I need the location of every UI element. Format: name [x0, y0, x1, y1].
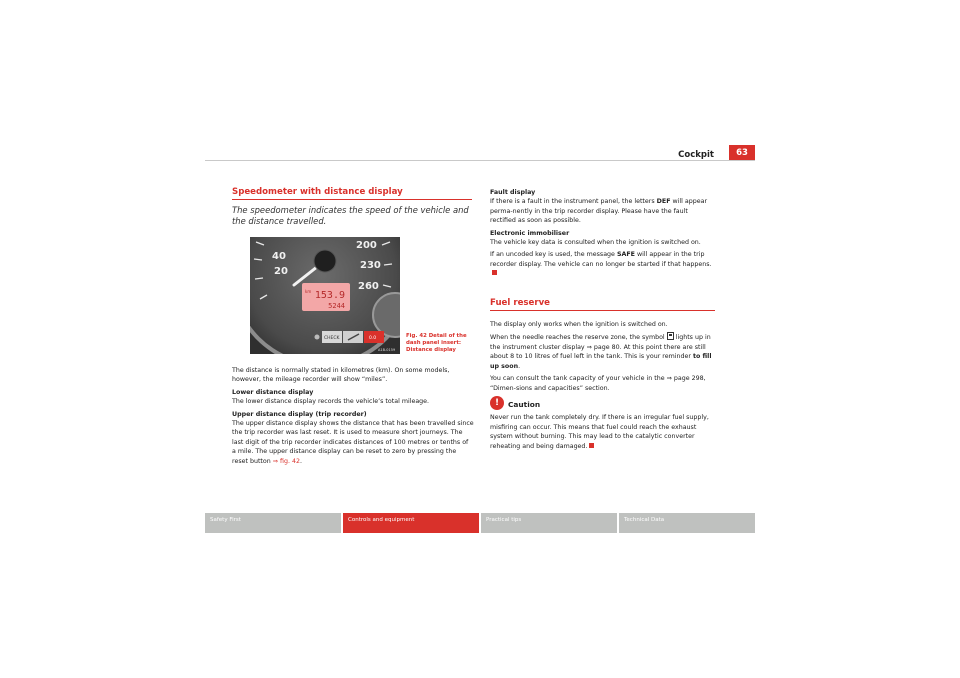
- section-end-marker: [492, 270, 497, 275]
- page-number-badge: 63: [729, 145, 755, 161]
- speed-label-260: 260: [358, 281, 379, 292]
- caution-icon: !: [490, 396, 504, 410]
- fuel-pump-icon: [667, 332, 674, 340]
- heading-lower-display: Lower distance display: [232, 388, 314, 396]
- footer-tab-safety-first[interactable]: Safety First: [205, 513, 341, 533]
- footer-tab-technical-data[interactable]: Technical Data: [619, 513, 755, 533]
- caution-block: [490, 397, 715, 451]
- paragraph-fuel-1: The display only works when the ignition is switched on.: [490, 321, 668, 329]
- section-rule: [490, 310, 715, 311]
- paragraph-lower-display: The lower distance display records the vehicle’s total mileage.: [232, 398, 430, 406]
- running-header-title: Cockpit: [678, 150, 714, 160]
- speed-label-200: 200: [356, 240, 377, 251]
- right-column: [490, 188, 715, 451]
- paragraph-upper-display: The upper distance display shows the distance that has been travelled since the trip recorder was last reset. It is used to measure short journeys. The last digit of the trip recorder indicates distances of 100 metres or tenths of a mile. The upper distance display can be reset to zero by pressing the reset button ⇒ fig. 42.: [232, 420, 474, 465]
- heading-upper-display: Upper distance display (trip recorder): [232, 410, 367, 418]
- odometer-value: 5244: [328, 302, 345, 310]
- section-heading-speedometer: Speedometer with distance display: [232, 187, 403, 197]
- left-body: [232, 366, 474, 466]
- paragraph-immobiliser-2: If an uncoded key is used, the message SAFE will appear in the trip recorder display. The vehicle can no longer be started if that happens.: [490, 250, 715, 278]
- caution-label: Caution: [508, 399, 541, 409]
- figure-caption: Fig. 42 Detail of the dash panel insert: Distance display: [406, 333, 467, 353]
- trip-value: 153.9: [314, 290, 345, 301]
- footer-tab-controls-equipment[interactable]: Controls and equipment: [343, 513, 479, 533]
- paragraph-fuel-2: When the needle reaches the reserve zone, the symbol lights up in the instrument cluster display ⇒ page 80. At this point there are still about 8 to 10 litres of fuel left in the tank. This is your reminder to fill up soon.: [490, 334, 712, 370]
- heading-fault-display: Fault display: [490, 189, 536, 196]
- speed-label-40: 40: [272, 251, 286, 262]
- section-end-marker: [589, 443, 594, 448]
- reset-button-label: 0.0: [369, 336, 377, 341]
- header-rule: [205, 160, 755, 161]
- instrument-cluster-illustration: [250, 237, 400, 354]
- paragraph-caution: Never run the tank completely dry. If there is an irregular fuel supply, misfiring can occur. This means that fuel could reach the exhaust system without burning. This may lead to the catalytic converter reheating and being damaged.: [490, 414, 709, 450]
- speed-label-20: 20: [274, 266, 288, 277]
- paragraph-units: The distance is normally stated in kilometres (km). On some models, however, the mileage recorder will show “miles”.: [232, 367, 450, 384]
- speed-label-230: 230: [360, 260, 381, 271]
- footer-tab-practical-tips[interactable]: Practical tips: [481, 513, 617, 533]
- section-intro: The speedometer indicates the speed of the vehicle and the distance travelled.: [232, 205, 469, 227]
- paragraph-immobiliser-1: The vehicle key data is consulted when the ignition is switched on.: [490, 239, 701, 247]
- section-rule: [232, 199, 472, 200]
- figure-code: A1B-0159: [378, 348, 396, 352]
- left-column: [232, 188, 474, 227]
- section-heading-fuel-reserve: Fuel reserve: [490, 297, 551, 308]
- unit-label: km: [305, 289, 312, 294]
- check-label: CHECK: [324, 336, 340, 341]
- paragraph-fuel-3: You can consult the tank capacity of your vehicle in the ⇒ page 298, “Dimen-sions and capacities” section.: [490, 375, 706, 392]
- figure-reference-link[interactable]: ⇒ fig. 42: [272, 457, 301, 465]
- paragraph-fault-display: If there is a fault in the instrument panel, the letters DEF will appear perma-nently in the trip recorder display. Please have the fault rectified as soon as possible.: [490, 198, 708, 225]
- instrument-cluster-figure: [250, 237, 400, 354]
- heading-immobiliser: Electronic immobiliser: [490, 229, 570, 237]
